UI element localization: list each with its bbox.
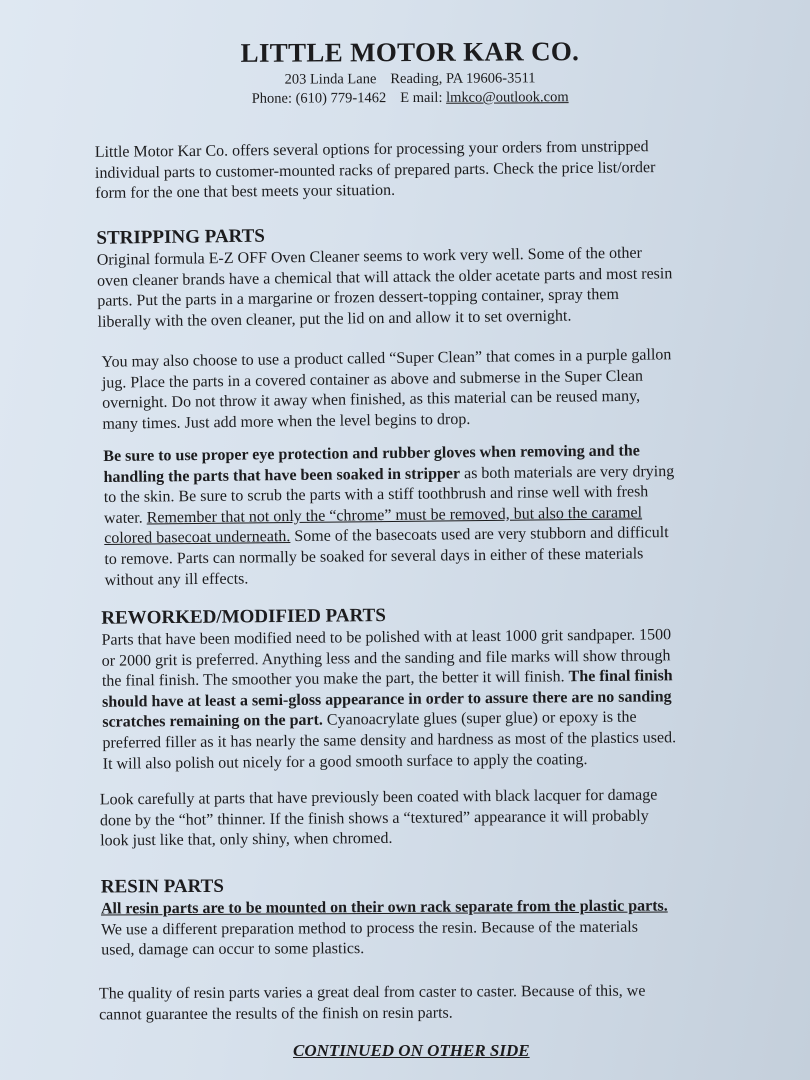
safety-line: to the skin. Be sure to scrub the parts with a stiff toothbrush and rinse well with fresh	[103, 483, 649, 507]
final-finish-bold: scratches remaining on the part.	[102, 712, 323, 732]
stripping-p1-line: Original formula E-Z OFF Oven Cleaner seems to work very well. Some of the other	[96, 244, 643, 269]
stripping-p1-line: liberally with the oven cleaner, put the lid on and allow it to set overnight.	[97, 307, 572, 331]
reworked-line: preferred filler as it has nearly the same density and hardness as most of the plastics used.	[102, 729, 677, 752]
reworked-section	[101, 601, 676, 775]
basecoat-note-underlined: colored basecoat underneath.	[104, 528, 291, 548]
stripping-heading: STRIPPING PARTS	[96, 225, 266, 249]
letterhead	[0, 32, 810, 110]
reworked-line: It will also polish out nicely for a good smooth surface to apply the coating.	[102, 750, 588, 773]
final-finish-bold-line: should have at least a semi-gloss appearance in order to assure there are no sanding	[102, 688, 672, 711]
email-link[interactable]: lmkco@outlook.com	[446, 89, 569, 106]
intro-line: individual parts to customer-mounted racks of prepared parts. Check the price list/order	[94, 158, 656, 182]
stripping-p1-line: oven cleaner brands have a chemical that will attack the older acetate parts and most resin	[96, 264, 673, 290]
stripping-p2-line: jug. Place the parts in a covered container as above and submerse in the Super Clean	[101, 367, 644, 392]
safety-paragraph	[103, 441, 675, 591]
resin-section	[101, 873, 668, 962]
continued-note: CONTINUED ON OTHER SIDE	[293, 1041, 530, 1060]
stripping-p2-line: overnight. Do not throw it away when finished, as this material can be reused many,	[102, 387, 641, 412]
reworked-line: or 2000 grit is preferred. Anything less and the sanding and file marks will show through	[101, 646, 671, 670]
stripping-paragraph-2	[101, 345, 672, 435]
stripping-p1-line: parts. Put the parts in a margarine or frozen dessert-topping container, spray them	[97, 286, 619, 310]
stripping-section	[96, 219, 673, 333]
safety-line-bold: Be sure to use proper eye protection and rubber gloves when removing and the	[103, 442, 640, 465]
chrome-note-underlined: Remember that not only the “chrome” must be removed, but also the caramel	[146, 504, 643, 527]
city-state-zip: Reading, PA 19606-3511	[390, 70, 536, 88]
intro-paragraph	[95, 137, 656, 205]
reworked-line: Parts that have been modified need to be polished with at least 1000 grit sandpaper. 1500	[101, 626, 672, 649]
lacquer-paragraph	[100, 786, 658, 853]
reworked-text: Cyanoacrylate glues (super glue) or epoxy is the	[322, 708, 637, 730]
company-name: LITTLE MOTOR KAR CO.	[240, 36, 580, 68]
resin-line: used, damage can occur to some plastics.	[101, 940, 365, 959]
safety-text: as both materials are very drying	[459, 462, 675, 482]
final-finish-bold: The final finish	[568, 667, 673, 686]
safety-text: Some of the basecoats used are very stubborn and difficult	[290, 524, 669, 546]
safety-line: to remove. Parts can normally be soaked for several days in either of these materials	[104, 545, 644, 568]
safety-line: without any ill effects.	[104, 570, 249, 589]
email-label: E mail:	[400, 89, 447, 107]
resin-quality-line: cannot guarantee the results of the finish on resin parts.	[99, 1004, 453, 1024]
resin-quality-line: The quality of resin parts varies a great deal from caster to caster. Because of this, we	[98, 982, 646, 1003]
contact-line	[0, 87, 810, 110]
safety-text: water.	[103, 509, 147, 527]
resin-rule: All resin parts are to be mounted on their own rack separate from the plastic parts.	[100, 897, 668, 918]
safety-bold-text: handling the parts that have been soaked in stripper	[103, 464, 461, 486]
stripping-p2-line: You may also choose to use a product called “Super Clean” that comes in a purple gallon	[101, 346, 672, 371]
lacquer-line: look just like that, only shiny, when chromed.	[100, 830, 393, 850]
resin-heading: RESIN PARTS	[100, 875, 224, 898]
resin-line: We use a different preparation method to process the resin. Because of the materials	[101, 918, 638, 939]
reworked-heading: REWORKED/MODIFIED PARTS	[101, 605, 386, 629]
resin-quality-paragraph	[99, 982, 646, 1026]
lacquer-line: done by the “hot” thinner. If the finish shows a “textured” appearance it will probably	[99, 807, 649, 830]
stripping-p2-line: many times. Just add more when the level begins to drop.	[102, 410, 471, 433]
street-address: 203 Linda Lane	[284, 71, 377, 88]
phone-number: Phone: (610) 779-1462	[251, 90, 387, 107]
lacquer-line: Look carefully at parts that have previously been coated with black lacquer for damage	[99, 786, 658, 809]
intro-line: form for the one that best meets your situation.	[95, 181, 396, 203]
reworked-text: the final finish. The smoother you make the part, the better it will finish.	[101, 668, 569, 690]
intro-line: Little Motor Kar Co. offers several options for processing your orders from unstripped	[94, 138, 649, 161]
